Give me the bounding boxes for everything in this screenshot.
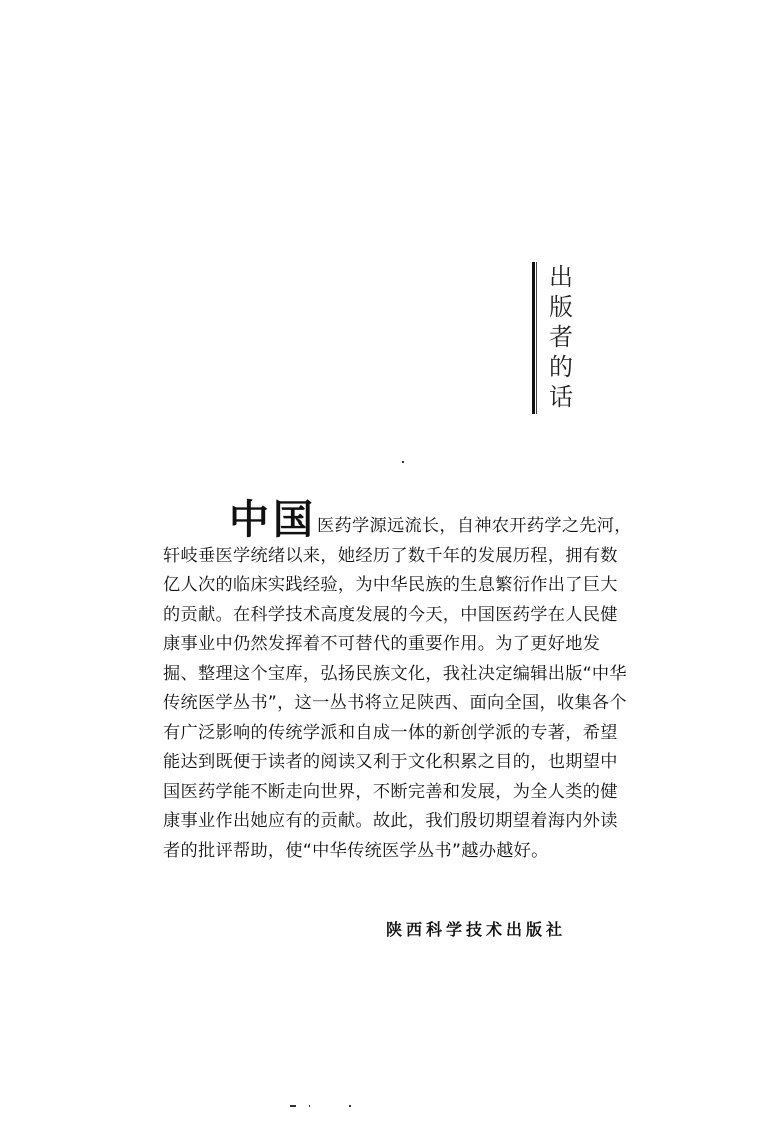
- paragraph-line: 能达到既便于读者的阅读又利于文化积累之目的，也期望中: [163, 752, 618, 772]
- paragraph-line: 的贡献。在科学技术高度发展的今天，中国医药学在人民健: [163, 604, 618, 625]
- paragraph-line: 有广泛影响的传统学派和自成一体的新创学派的专著，希望: [163, 722, 618, 743]
- scan-mark: [349, 1105, 351, 1107]
- line-text: 医药学源远流长，自神农开药学之先河，: [317, 516, 632, 536]
- lead-characters: 中国: [229, 497, 317, 543]
- paragraph-line: 掘、整理这个宝库，弘扬民族文化，我社决定编辑出版“中华: [163, 663, 627, 684]
- paragraph-line: 康事业中仍然发挥着不可替代的重要作用。为了更好地发: [163, 634, 601, 654]
- paragraph-line: 亿人次的临床实践经验，为中华民族的生息繁衍作出了巨大: [163, 575, 618, 595]
- publisher-signature: 陕西科学技术出版社: [386, 920, 567, 939]
- title-rule-thin: [536, 262, 537, 414]
- paragraph-line: 传统医学丛书”，这一丛书将立足陕西、面向全国，收集各个: [163, 693, 627, 713]
- preface-paragraph: [163, 497, 632, 866]
- section-title-vertical: [548, 262, 574, 412]
- paragraph-line: 轩岐垂医学统绪以来，她经历了数千年的发展历程，拥有数: [163, 545, 618, 566]
- paragraph-line: 国医药学能不断走向世界，不断完善和发展，为全人类的健: [163, 781, 618, 802]
- scan-mark: [309, 1105, 310, 1107]
- paragraph-line: 者的批评帮助，使“中华传统医学丛书”越办越好。: [163, 840, 549, 861]
- paragraph-line: 康事业作出她应有的贡献。故此，我们殷切期望着海内外读: [163, 811, 618, 831]
- title-rule: [532, 262, 535, 414]
- title-char: 话: [549, 383, 573, 411]
- title-char: 版: [549, 293, 573, 321]
- title-char: 出: [549, 263, 573, 291]
- title-char: 的: [549, 353, 573, 381]
- scan-speck: [402, 461, 404, 463]
- paragraph-line: [163, 497, 632, 543]
- title-char: 者: [549, 323, 573, 351]
- scan-mark: [290, 1105, 296, 1107]
